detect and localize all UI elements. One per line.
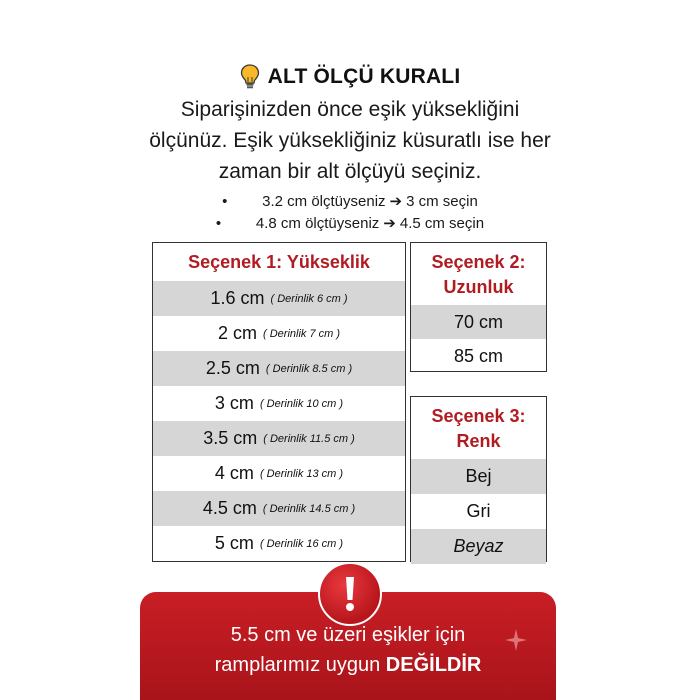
example-list [0,190,700,234]
depth-note: ( Derinlik 6 cm ) [270,292,348,305]
height-option-row [153,316,405,351]
example-measured: 3.2 cm ölçtüyseniz [262,192,386,210]
height-value: 5 cm [214,533,254,553]
color-option-row [411,494,546,529]
intro-line: ölçünüz. Eşik yüksekliğiniz küsuratlı ise her [149,129,551,152]
title-line: Uzunluk [443,277,514,297]
height-option-row [153,351,405,386]
arrow-right-icon: ➔ [383,215,396,232]
length-value: 85 cm [453,345,504,366]
depth-note: ( Derinlik 13 cm ) [259,467,344,480]
height-option-row [153,421,405,456]
bullet-dot: • [215,214,222,232]
title-row [0,62,700,92]
length-option-title [411,243,546,305]
height-value: 3.5 cm [203,428,258,448]
height-option-box [152,242,406,562]
intro-line: Siparişinizden önce eşik yüksekliğini [180,98,520,121]
warning-text [140,620,556,680]
title-line: Renk [456,431,501,451]
intro-line: zaman bir alt ölçüyü seçiniz. [218,160,482,183]
bullet-dot: • [222,192,228,210]
depth-note: ( Derinlik 14.5 cm ) [262,502,356,515]
title-line: Seçenek 2: [431,252,526,272]
height-value: 2 cm [217,323,257,343]
header [0,62,700,187]
warning-emphasis: DEĞİLDİR [385,654,482,676]
color-option-row [411,529,546,564]
example-item [0,190,700,212]
color-option-title [411,397,546,459]
page-title: ALT ÖLÇÜ KURALI [267,65,461,88]
color-option-row [411,459,546,494]
length-option-box [410,242,547,372]
length-value: 70 cm [453,311,504,332]
length-option-row [411,339,546,373]
height-value: 4.5 cm [202,498,257,518]
warning-line [140,650,556,680]
height-option-row [153,281,405,316]
example-choice: 4.5 cm seçin [399,214,485,232]
height-value: 3 cm [214,393,254,413]
color-value: Gri [466,501,491,521]
height-option-title: Seçenek 1: Yükseklik [188,252,370,272]
color-value: Bej [465,466,492,486]
depth-note: ( Derinlik 7 cm ) [263,327,341,340]
title-line: Seçenek 3: [431,406,526,426]
depth-note: ( Derinlik 11.5 cm ) [263,432,355,445]
height-value: 4 cm [214,463,254,483]
intro-text [0,94,700,187]
exclamation-icon [318,562,382,626]
height-option-row [153,456,405,491]
warning-line: 5.5 cm ve üzeri eşikler için [230,624,466,646]
depth-note: ( Derinlik 8.5 cm ) [265,362,353,375]
sparkle-icon [504,628,528,652]
warning-line-prefix: ramplarımız uygun [214,654,386,676]
example-choice: 3 cm seçin [406,192,478,210]
example-measured: 4.8 cm ölçtüyseniz [255,214,380,232]
height-option-row [153,526,405,561]
example-item [0,212,700,234]
height-value: 2.5 cm [205,358,260,378]
depth-note: ( Derinlik 16 cm ) [259,537,344,550]
color-option-box [410,396,547,562]
height-option-row [153,491,405,526]
height-option-row [153,386,405,421]
arrow-right-icon: ➔ [389,193,403,210]
color-value: Beyaz [453,536,504,556]
height-value: 1.6 cm [210,288,265,308]
depth-note: ( Derinlik 10 cm ) [259,397,344,410]
lightbulb-icon [240,64,260,90]
length-option-row [411,305,546,339]
